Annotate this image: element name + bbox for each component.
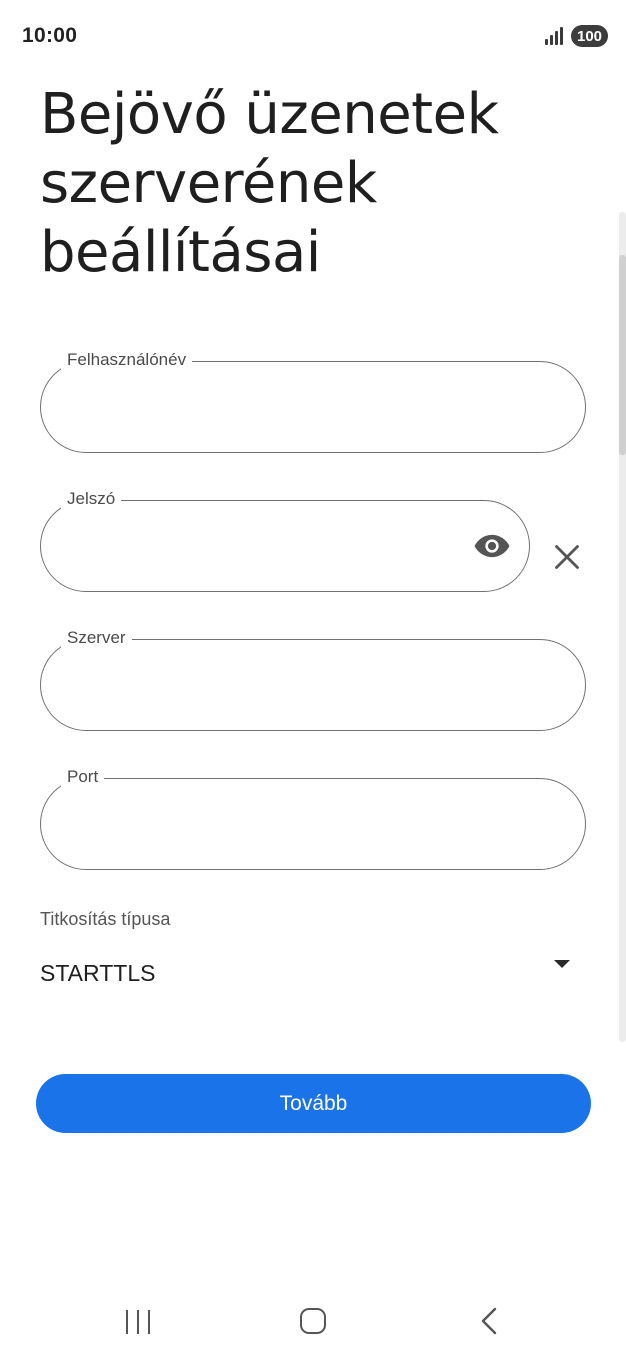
username-input[interactable] xyxy=(67,392,506,426)
eye-icon[interactable] xyxy=(473,531,511,561)
password-input[interactable] xyxy=(67,531,413,565)
next-button[interactable]: Tovább xyxy=(36,1074,591,1133)
encryption-select[interactable] xyxy=(40,950,580,996)
server-label: Szerver xyxy=(61,626,132,650)
status-bar xyxy=(0,0,626,70)
port-label: Port xyxy=(61,765,104,789)
password-field[interactable] xyxy=(40,489,530,592)
port-field[interactable] xyxy=(40,767,586,870)
server-field[interactable] xyxy=(40,628,586,731)
recents-icon[interactable] xyxy=(126,1310,152,1334)
encryption-value: STARTTLS xyxy=(40,960,156,986)
scrollbar-thumb[interactable] xyxy=(619,255,626,455)
navigation-bar xyxy=(0,1280,626,1358)
signal-icon xyxy=(545,27,565,45)
back-icon[interactable] xyxy=(478,1306,500,1336)
dropdown-arrow-icon xyxy=(554,960,570,968)
page-title: Bejövő üzenetek szerverének beállításai xyxy=(40,82,499,285)
battery-icon xyxy=(571,25,608,47)
port-input[interactable] xyxy=(67,809,506,843)
server-input[interactable] xyxy=(67,670,506,704)
username-label: Felhasználónév xyxy=(61,348,192,372)
home-icon[interactable] xyxy=(300,1308,326,1334)
username-field[interactable] xyxy=(40,350,586,453)
password-label: Jelszó xyxy=(61,487,121,511)
close-icon[interactable] xyxy=(553,543,581,571)
battery-level: 100 xyxy=(576,27,603,45)
encryption-label: Titkosítás típusa xyxy=(40,909,171,929)
status-time: 10:00 xyxy=(22,24,78,47)
